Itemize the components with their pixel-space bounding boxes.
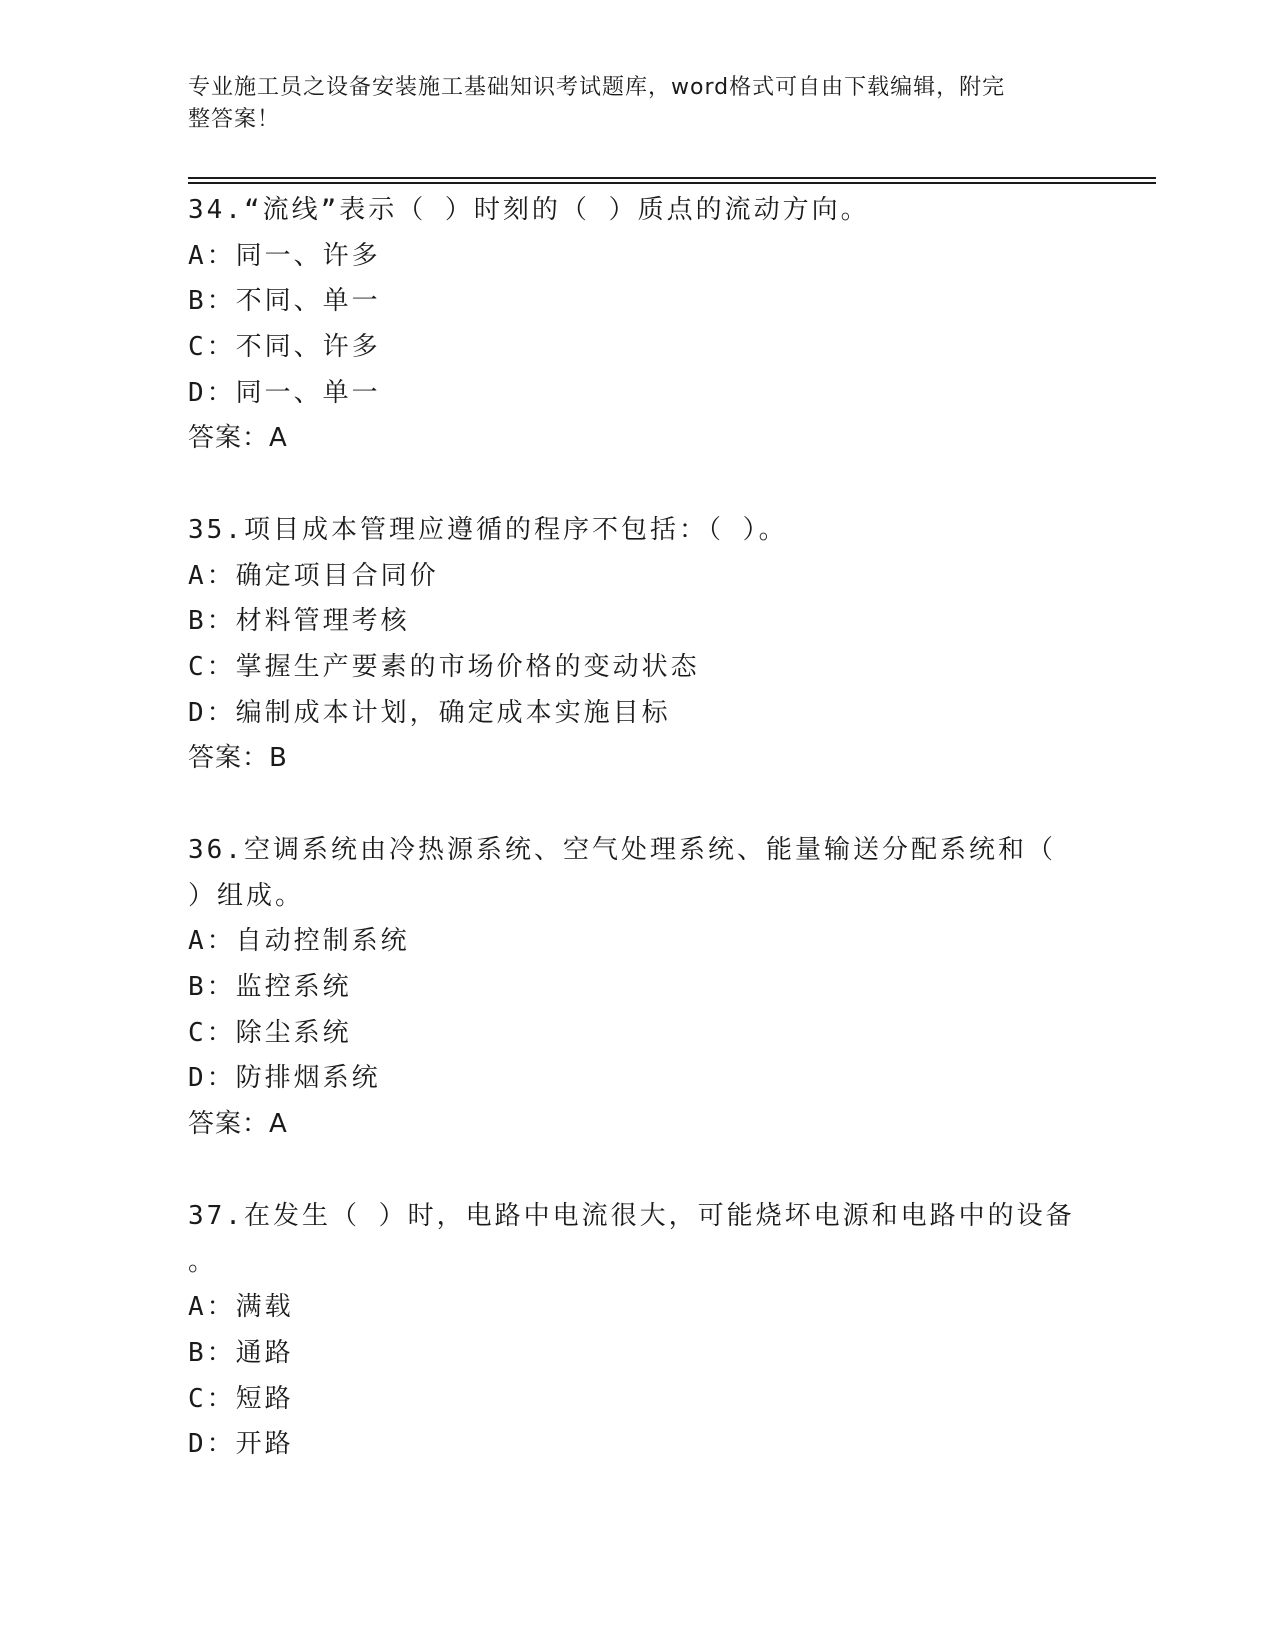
answer: 答案：A xyxy=(188,1109,288,1140)
option-d: D：编制成本计划，确定成本实施目标 xyxy=(188,697,671,728)
header-divider-bottom xyxy=(188,182,1156,184)
option-d: D：开路 xyxy=(188,1429,294,1460)
question-stem: 34.“流线”表示（ ）时刻的（ ）质点的流动方向。 xyxy=(188,195,870,225)
question-37 xyxy=(188,1194,1075,1468)
document-header xyxy=(188,72,1068,136)
question-stem-line-2: ）组成。 xyxy=(188,880,305,911)
option-a: A：确定项目合同价 xyxy=(188,560,439,591)
question-36 xyxy=(188,828,1068,1148)
option-a: A：满载 xyxy=(188,1292,294,1323)
option-b: B：不同、单一 xyxy=(188,286,381,317)
option-b: B：监控系统 xyxy=(188,972,352,1003)
question-34 xyxy=(188,188,1068,462)
option-a: A：同一、许多 xyxy=(188,240,381,271)
header-divider-top xyxy=(188,177,1156,179)
answer: 答案：A xyxy=(188,423,288,454)
question-stem-line-1: 37.在发生（ ）时，电路中电流很大，可能烧坏电源和电路中的设备 xyxy=(188,1201,1075,1231)
option-c: C：掌握生产要素的市场价格的变动状态 xyxy=(188,652,700,683)
option-d: D：防排烟系统 xyxy=(188,1063,381,1094)
option-b: B：材料管理考核 xyxy=(188,606,410,637)
question-stem-line-1: 36.空调系统由冷热源系统、空气处理系统、能量输送分配系统和（ xyxy=(188,835,1056,865)
answer: 答案：B xyxy=(188,743,288,774)
question-35 xyxy=(188,508,1068,782)
option-c: C：不同、许多 xyxy=(188,332,381,363)
question-stem: 35.项目成本管理应遵循的程序不包括：（ ）。 xyxy=(188,515,788,545)
header-line-2: 整答案！ xyxy=(188,107,281,132)
question-stem-line-2: 。 xyxy=(188,1246,218,1277)
option-c: C：除尘系统 xyxy=(188,1017,352,1048)
option-b: B：通路 xyxy=(188,1338,294,1369)
option-c: C：短路 xyxy=(188,1383,294,1414)
option-a: A：自动控制系统 xyxy=(188,926,410,957)
option-d: D：同一、单一 xyxy=(188,377,381,408)
header-line-1: 专业施工员之设备安装施工基础知识考试题库，word格式可自由下载编辑，附完 xyxy=(188,75,1006,100)
